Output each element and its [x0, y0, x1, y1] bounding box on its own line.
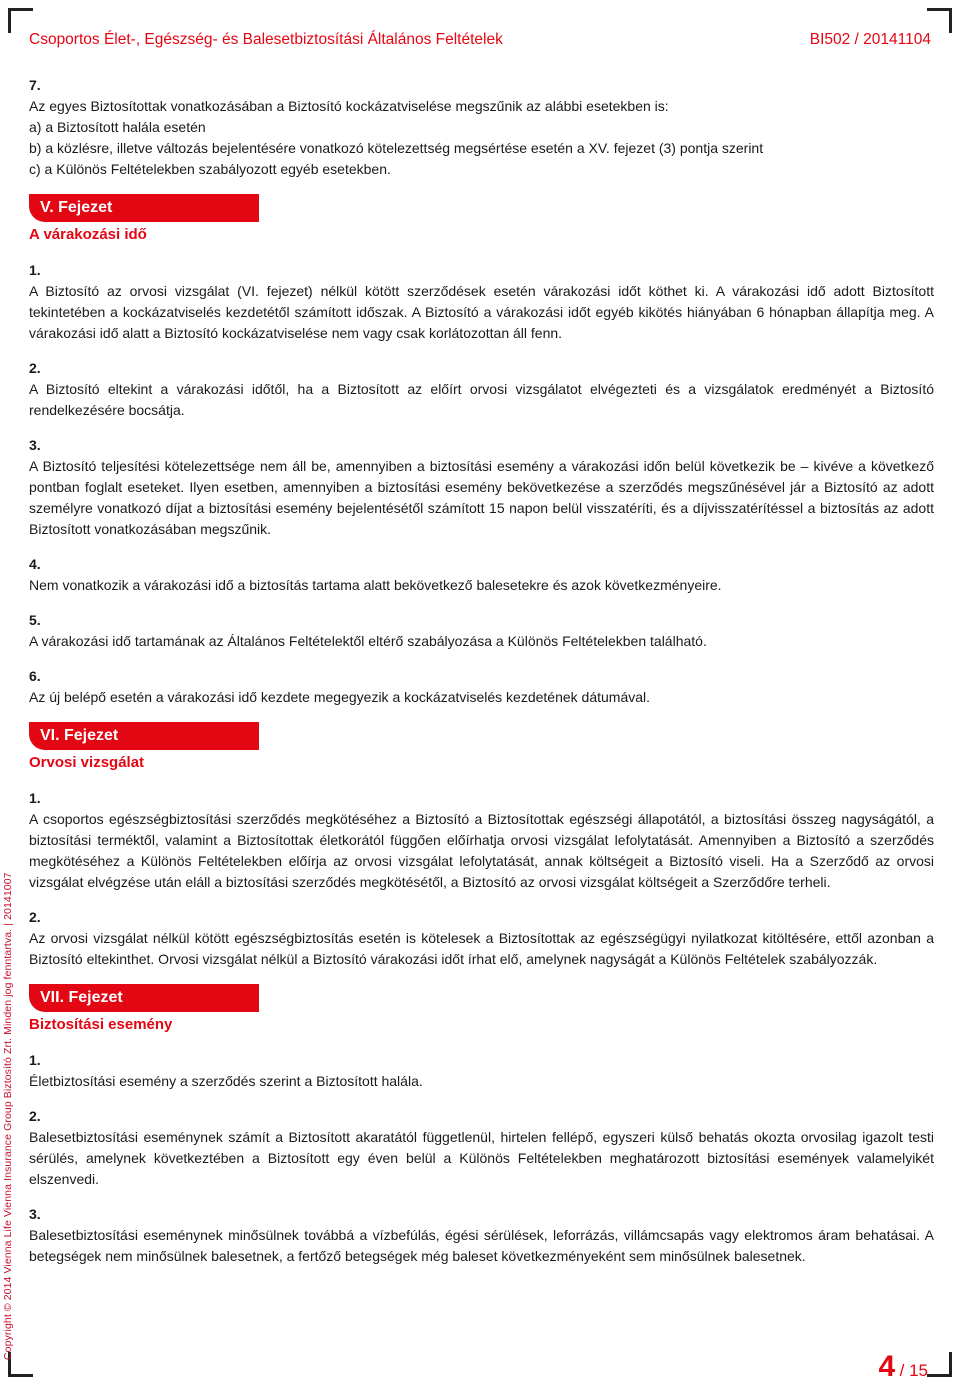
item-text: A Biztosító eltekint a várakozási időtől, ha a Biztosított az előírt orvosi vizsgálatot elvégezteti és a vizsgálatok eredményét a Biztosító rendelkezésére bocsátja. [29, 381, 934, 418]
item-text: Balesetbiztosítási eseménynek számít a Biztosított akaratától függetlenül, hirtelen fellépő, egyszeri külső behatás okozta orvosilag igazolt testi sérülés, amelynek következtében a Biztosított egy éven belül a Különös Feltételekben meghatározott biztosítási események valamelyikét elszenvedi. [29, 1129, 934, 1187]
page-header [29, 31, 931, 53]
item-number: 1. [29, 1052, 41, 1068]
item-text: Balesetbiztosítási eseménynek minősülnek továbbá a vízbefúlás, égési sérülések, leforrázás, villámcsapás vagy elektromos áram behatásai. A betegségek nem minősülnek balesetnek, a fertőző betegségek még baleset következményeként sem minősülnek balesetnek. [29, 1227, 934, 1264]
item-number: 3. [29, 437, 41, 453]
chapter-7-item [29, 1106, 934, 1190]
item-text: A várakozási idő tartamának az Általános Feltételektől eltérő szabályozása a Különös Feltételekben található. [29, 633, 707, 649]
chapter-6-subtitle: Orvosi vizsgálat [29, 754, 145, 771]
crop-mark-top-left [8, 8, 33, 33]
chapter-7-subtitle: Biztosítási esemény [29, 1016, 173, 1033]
chapter-7-item [29, 1050, 934, 1092]
intro-line: b) a közlésre, illetve változás bejelentésére vonatkozó kötelezettség megsértése esetén a XV. fejezet (3) pontja szerint [29, 140, 764, 156]
item-text: A Biztosító teljesítési kötelezettsége nem áll be, amennyiben a biztosítási esemény a várakozási időn belül következik be – kivéve a következő pontban foglalt eseteket. Ilyen esetben, amennyiben a biztosítási esemény bekövetkezése a szerződés megszűnésével jár a Biztosító az adott személyre vonatkozó díjat a biztosítási esemény bejelentésétől számított 15 napon belül visszatéríti, és a díjvisszatérítéssel a biztosítás az adott Biztosított vonatkozásában megszűnik. [29, 458, 934, 537]
item-number: 3. [29, 1206, 41, 1222]
intro-line: a) a Biztosított halála esetén [29, 119, 206, 135]
item-number: 4. [29, 556, 41, 572]
item-text: Nem vonatkozik a várakozási idő a biztosítás tartama alatt bekövetkező balesetekre és azok következményeire. [29, 577, 722, 593]
item-text: A Biztosító az orvosi vizsgálat (VI. fejezet) nélkül kötött szerződések esetén várakozási időt köthet ki. A várakozási idő adott Biztosított tekintetében a kockázatviselés kezdetétől számított időszak. A Biztosító a várakozási időt egyéb kikötés hiányában 6 hónapban állapítja meg. A várakozási idő alatt a Biztosító kockázatviselése nem vagy csak korlátozottan áll fenn. [29, 283, 934, 341]
item-number: 2. [29, 1108, 41, 1124]
chapter-5-item [29, 435, 934, 540]
chapter-5-subtitle: A várakozási idő [29, 226, 147, 243]
item-number: 5. [29, 612, 41, 628]
document-body [29, 75, 934, 1281]
chapter-5-item [29, 610, 934, 652]
item-number: 1. [29, 790, 41, 806]
section-number: 7. [29, 77, 41, 93]
chapter-7-label: VII. Fejezet [40, 989, 123, 1006]
chapter-5-item [29, 554, 934, 596]
item-number: 2. [29, 909, 41, 925]
item-number: 6. [29, 668, 41, 684]
item-number: 1. [29, 262, 41, 278]
item-text: Az új belépő esetén a várakozási idő kezdete megegyezik a kockázatviselés kezdetének dátumával. [29, 689, 651, 705]
chapter-5-banner [29, 194, 934, 222]
chapter-5-item [29, 666, 934, 708]
crop-mark-bottom-right [927, 1352, 952, 1377]
item-number: 2. [29, 360, 41, 376]
item-text: Az orvosi vizsgálat nélkül kötött egészségbiztosítás esetén is kötelesek a Biztosítottak az egészségügyi nyilatkozat kitöltésére, ettől azonban a Biztosító eltekinthet. Orvosi vizsgálat nélkül a Biztosító várakozási időt írhat elő, amelynek nagyságát a Különös Feltételek szabályozzák. [29, 930, 934, 967]
chapter-5-label: V. Fejezet [40, 199, 113, 216]
chapter-5-item [29, 358, 934, 421]
crop-mark-top-right [927, 8, 952, 33]
item-text: Életbiztosítási esemény a szerződés szerint a Biztosított halála. [29, 1073, 423, 1089]
intro-section [29, 75, 934, 180]
chapter-6-item [29, 788, 934, 893]
page-number [879, 1350, 929, 1384]
chapter-5-item [29, 260, 934, 344]
intro-line: c) a Különös Feltételekben szabályozott egyéb esetekben. [29, 161, 391, 177]
chapter-6-banner [29, 722, 934, 750]
page-current: 4 [878, 1350, 896, 1383]
chapter-6-label: VI. Fejezet [40, 727, 119, 744]
item-text: A csoportos egészségbiztosítási szerződés megkötéséhez a Biztosító a Biztosítottak egészségi állapotától, a biztosítási összeg nagyságától, a biztosítási terméktől, valamint a Biztosítottak életkorától függően előírhatja orvosi vizsgálat lefolytatását. Amennyiben a Biztosító a szerződés megkötéséhez a Különös Feltételekben előírja az orvosi vizsgálat lefolytatását, annak költségeit a Biztosító viseli. Ha a Szerződő az orvosi vizsgálat elvégzése után eláll a biztosítási szerződés megkötésétől, a Biztosító az orvosi vizsgálat költségeit a Szerződőre terheli. [29, 811, 934, 890]
intro-line: Az egyes Biztosítottak vonatkozásában a Biztosító kockázatviselése megszűnik az alábbi esetekben is: [29, 98, 669, 114]
chapter-6-item [29, 907, 934, 970]
document-code: BI502 / 20141104 [809, 31, 931, 48]
page-total: / 15 [899, 1361, 928, 1380]
chapter-7-item [29, 1204, 934, 1267]
chapter-7-banner [29, 984, 934, 1012]
copyright-notice: Copyright © 2014 Vienna Life Vienna Insurance Group Biztosító Zrt. Minden jog fenntartva. | 20141007 [2, 872, 14, 1360]
document-title: Csoportos Élet-, Egészség- és Balesetbiztosítási Általános Feltételek [29, 31, 503, 48]
